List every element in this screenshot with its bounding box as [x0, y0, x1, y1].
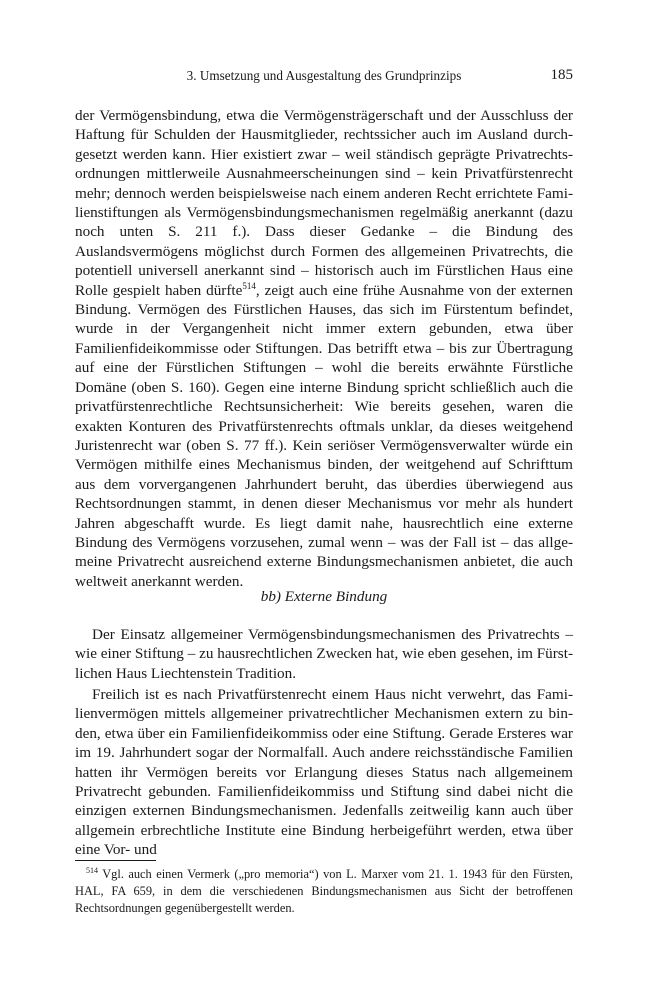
footnote-514: [75, 866, 573, 917]
paragraph-1-text-a: der Vermögensbindung, etwa die Vermögensträgerschaft und der Ausschluss der Haftung für Schulden der Hausmitglieder, rechtssicher auch im Ausland durchgesetzt werden kann. Hier existiert zwar – weil ständisch geprägte Privatrechtsordnungen mittlerweile Ausnahmeerscheinungen sind – kein Privatfürstenrecht mehr; dennoch werden beispielsweise nach einem anderen Recht errichtete Familienstiftungen als Vermögensbindungsmechanismen regelmäßig anerkannt (dazu noch unten S. 211 f.). Dass dieser Gedanke – die Bindung des Auslandsvermögens möglichst durch Formen des allgemeinen Privatrechts, die potentiell universell anerkannt sind – historisch auch im Fürstlichen Haus eine Rolle gespielt haben dürfte: [75, 107, 573, 299]
footnote-separator: [75, 860, 156, 861]
running-head-title: 3. Umsetzung und Ausgestaltung des Grundprinzips: [186, 68, 462, 83]
body-paragraph-3: Freilich ist es nach Privatfürstenrecht einem Haus nicht verwehrt, das Familienvermögen mittels allgemeiner privatrechtlicher Mechanismen extern zu binden, etwa über ein Familienfideikommiss oder eine Stiftung. Gerade Ersteres war im 19. Jahrhundert sogar der Normalfall. Auch andere reichsständische Familien hatten ihr Vermögen bereits vor Erlangung dieses Status nach allgemeinem Privatrecht gebunden. Familienfideikommiss und Stiftung sind dabei nicht die einzigen externen Bindungsmechanismen. Jedenfalls zeitweilig kann auch über allgemein erbrechtliche Institute eine Bindung herbeigeführt werden, etwa über eine Vor- und: [75, 686, 573, 859]
footnote-reference-514[interactable]: 514: [242, 280, 256, 291]
footnote-text: Vgl. auch einen Vermerk („pro memoria“) von L. Marxer vom 21. 1. 1943 für den Fürsten, HAL, FA 659, in dem die verschiedenen Bindungsmechanismen aus Sicht der betroffenen Rechtsordnungen gegenübergestellt werden.: [75, 867, 574, 915]
body-paragraph-2: Der Einsatz allgemeiner Vermögensbindungsmechanismen des Privatrechts – wie einer Stiftung – zu hausrechtlichen Zwecken hat, wie eben gesehen, im Fürstlichen Haus Liechtenstein Tradition.: [75, 626, 573, 682]
section-heading: bb) Externe Bindung: [260, 588, 388, 605]
running-head: [75, 68, 573, 88]
paragraph-1-text-b: , zeigt auch eine frühe Ausnahme von der externen Bindung. Vermögen des Fürstlichen Hauses, das sich im Fürstentum befindet, wurde in der Vergangenheit nicht immer extern gebunden, etwa über Familienfideikommisse oder Stiftungen. Das betrifft etwa – bis zur Übertragung auf eine der Fürstlichen Stiftungen – wohl die bereits erwähnte Fürstliche Domäne (oben S. 160). Gegen eine interne Bindung spricht schließlich auch die privatfürstenrechtliche Rechtsunsicherheit: Wie bereits gesehen, waren die exakten Konturen des Privatfürstenrechts oftmals unklar, da dieses weitgehend Juristenrecht war (oben S. 77 ff.). Kein seriöser Vermögensverwalter würde ein Vermögen mithilfe eines Mechanismus binden, der weitgehend auf Schrifttum aus dem vorvergangenen Jahrhundert beruht, das überdies überwiegend aus Rechtsordnungen stammt, in denen dieser Mechanismus vor mehr als hundert Jahren abgeschafft wurde. Es liegt damit nahe, hausrechtlich eine externe Bindung des Vermögens vorzusehen, zumal wenn – was der Fall ist – das allgemeine Privatrecht ausreichend externe Bindungsmechanismen anbietet, die auch weltweit anerkannt werden.: [75, 281, 574, 590]
page-number: 185: [550, 67, 573, 83]
footnote-number: 514: [86, 866, 98, 875]
body-paragraph-1: [75, 106, 573, 591]
